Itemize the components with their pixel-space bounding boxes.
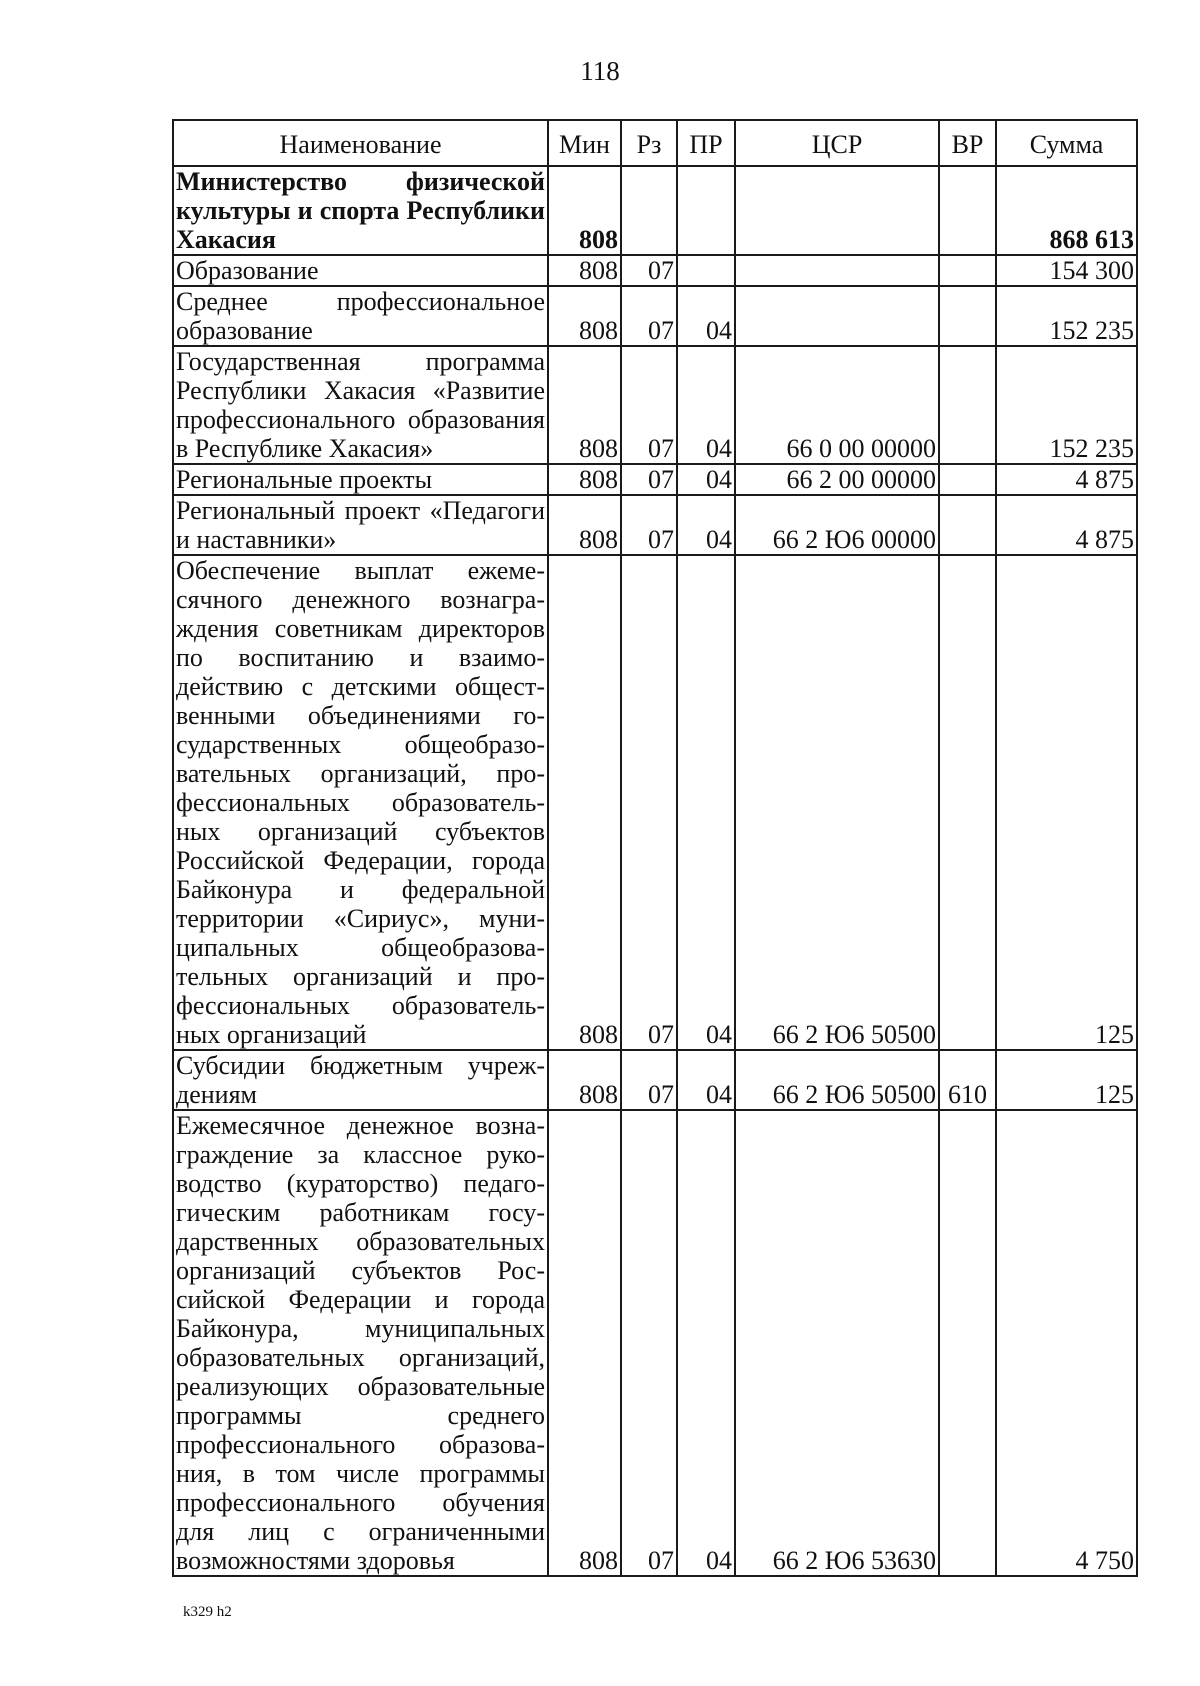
cell-name: Региональный проект «Педагоги и наставники» — [173, 495, 548, 555]
cell-name: Образование — [173, 255, 548, 286]
cell-pr: 04 — [677, 555, 735, 1050]
cell-sum: 125 — [996, 1050, 1137, 1110]
table-row — [173, 495, 1137, 555]
table-row — [173, 166, 1137, 255]
cell-rz: 07 — [621, 464, 677, 495]
cell-sum: 154 300 — [996, 255, 1137, 286]
cell-pr: 04 — [677, 1050, 735, 1110]
cell-min: 808 — [548, 555, 621, 1050]
cell-csr — [735, 255, 939, 286]
header-row — [173, 120, 1137, 166]
cell-rz: 07 — [621, 255, 677, 286]
header-pr: ПР — [677, 120, 735, 166]
cell-sum: 4 875 — [996, 495, 1137, 555]
cell-pr: 04 — [677, 346, 735, 464]
cell-min: 808 — [548, 495, 621, 555]
cell-min: 808 — [548, 255, 621, 286]
cell-min: 808 — [548, 166, 621, 255]
footer-code: k329 h2 — [183, 1604, 232, 1620]
table-row — [173, 1050, 1137, 1110]
cell-vr — [939, 464, 996, 495]
header-sum: Сумма — [996, 120, 1137, 166]
header-csr: ЦСР — [735, 120, 939, 166]
cell-sum: 152 235 — [996, 346, 1137, 464]
cell-vr — [939, 555, 996, 1050]
cell-pr — [677, 255, 735, 286]
page-number: 118 — [580, 56, 620, 86]
cell-vr — [939, 495, 996, 555]
cell-rz: 07 — [621, 1050, 677, 1110]
cell-rz: 07 — [621, 555, 677, 1050]
cell-csr: 66 2 Ю6 53630 — [735, 1110, 939, 1576]
table-row — [173, 255, 1137, 286]
cell-min: 808 — [548, 464, 621, 495]
header-vr: ВР — [939, 120, 996, 166]
cell-name: Обеспечение выплат ежемесячного денежного вознаграждения советникам директоров по воспитанию и взаимодействию с детскими общественными объединениями государственных общеобразовательных организаций, профессиональных образовательных организаций субъектов Российской Федерации, города Байконура и федеральной территории «Сириус», муниципальных общеобразовательных организаций и профессиональных образовательных организаций — [173, 555, 548, 1050]
cell-vr — [939, 255, 996, 286]
cell-csr: 66 0 00 00000 — [735, 346, 939, 464]
cell-name: Ежемесячное денежное вознаграждение за классное руководство (кураторство) педагогическим работникам государственных образовательных организаций субъектов Российской Федерации и города Байконура, муниципальных образовательных организаций, реализующих образовательные программы среднего профессионального образования, в том числе программы профессионального обучения для лиц с ограниченными возможностями здоровья — [173, 1110, 548, 1576]
cell-sum: 4 750 — [996, 1110, 1137, 1576]
cell-sum: 125 — [996, 555, 1137, 1050]
cell-name: Региональные проекты — [173, 464, 548, 495]
cell-vr: 610 — [939, 1050, 996, 1110]
cell-rz: 07 — [621, 286, 677, 346]
cell-pr: 04 — [677, 286, 735, 346]
cell-vr — [939, 166, 996, 255]
cell-rz — [621, 166, 677, 255]
table-row — [173, 346, 1137, 464]
table-row — [173, 286, 1137, 346]
cell-csr — [735, 166, 939, 255]
cell-csr: 66 2 Ю6 00000 — [735, 495, 939, 555]
cell-rz: 07 — [621, 346, 677, 464]
cell-sum: 868 613 — [996, 166, 1137, 255]
cell-vr — [939, 1110, 996, 1576]
cell-rz: 07 — [621, 495, 677, 555]
cell-pr: 04 — [677, 495, 735, 555]
cell-name: Субсидии бюджетным учреждениям — [173, 1050, 548, 1110]
budget-table — [172, 119, 1138, 1577]
cell-csr: 66 2 Ю6 50500 — [735, 555, 939, 1050]
header-name: Наименование — [173, 120, 548, 166]
table-row — [173, 1110, 1137, 1576]
header-rz: Рз — [621, 120, 677, 166]
cell-vr — [939, 286, 996, 346]
cell-csr: 66 2 Ю6 50500 — [735, 1050, 939, 1110]
header-min: Мин — [548, 120, 621, 166]
table-row — [173, 555, 1137, 1050]
cell-pr: 04 — [677, 464, 735, 495]
cell-csr — [735, 286, 939, 346]
cell-csr: 66 2 00 00000 — [735, 464, 939, 495]
cell-min: 808 — [548, 346, 621, 464]
cell-min: 808 — [548, 1110, 621, 1576]
table-row — [173, 464, 1137, 495]
cell-vr — [939, 346, 996, 464]
cell-rz: 07 — [621, 1110, 677, 1576]
cell-min: 808 — [548, 1050, 621, 1110]
cell-name: Среднее профессиональное образование — [173, 286, 548, 346]
cell-min: 808 — [548, 286, 621, 346]
cell-pr — [677, 166, 735, 255]
cell-pr: 04 — [677, 1110, 735, 1576]
cell-sum: 152 235 — [996, 286, 1137, 346]
cell-sum: 4 875 — [996, 464, 1137, 495]
cell-name: Министерство физической культуры и спорта Республики Хакасия — [173, 166, 548, 255]
cell-name: Государственная программа Республики Хакасия «Развитие профессионального образования в Республике Хакасия» — [173, 346, 548, 464]
